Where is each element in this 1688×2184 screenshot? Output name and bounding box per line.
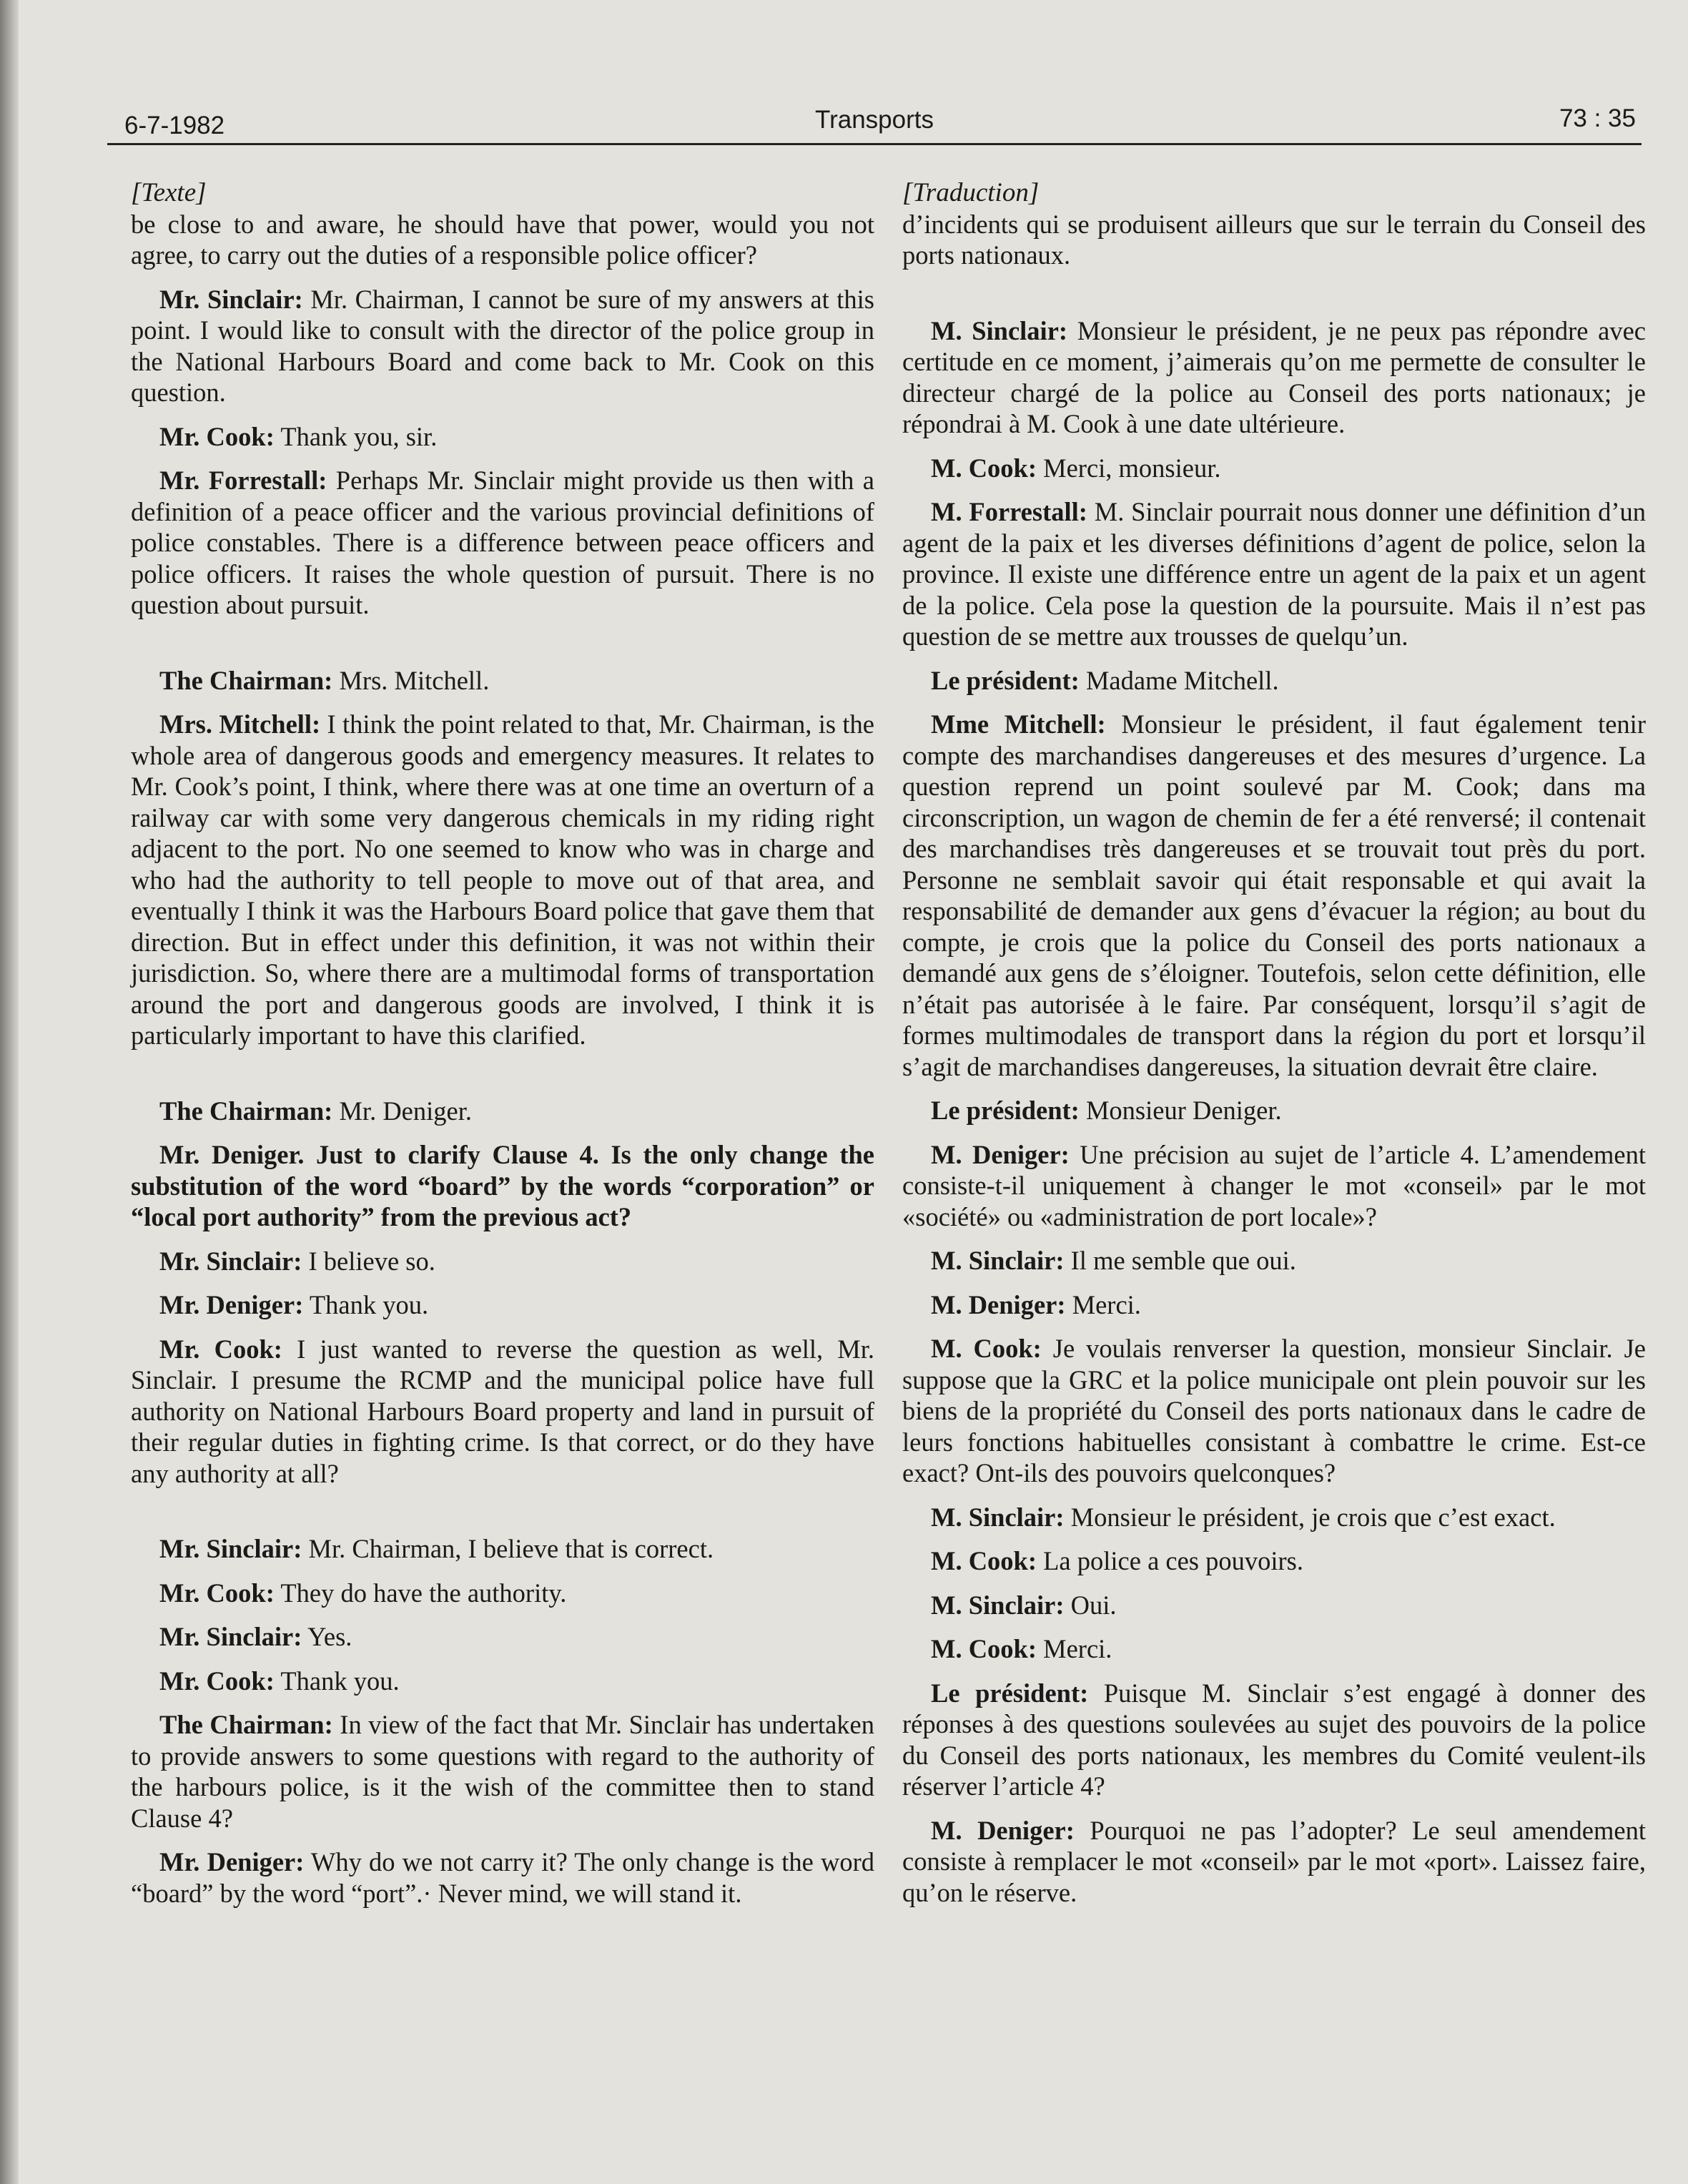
- paragraph: [902, 1289, 1646, 1321]
- header-page-number: 73 : 35: [1559, 104, 1636, 132]
- speaker: Mr. Cook:: [159, 1666, 275, 1696]
- speaker: Mr. Sinclair:: [159, 1622, 302, 1651]
- speaker: M. Sinclair:: [931, 1502, 1065, 1532]
- speech-text: Mr. Chairman, I cannot be sure of my answers at this point. I would like to consult with the director of the police group in the National Harbours Board and come back to Mr. Cook on this question.: [131, 284, 874, 407]
- paragraph: [131, 1289, 874, 1321]
- paragraph: [902, 709, 1646, 1082]
- speaker: Mr. Deniger:: [159, 1847, 305, 1876]
- speech-text: be close to and aware, he should have that power, would you not agree, to carry out the duties of a responsible police officer?: [131, 209, 874, 270]
- paragraph: [131, 1578, 874, 1609]
- paragraph: [902, 496, 1646, 652]
- speaker: Mr. Cook:: [159, 421, 275, 451]
- speaker: Le président:: [931, 1096, 1080, 1125]
- speaker: Mme Mitchell:: [931, 709, 1106, 739]
- paragraph: [902, 453, 1646, 484]
- speech-text: Thank you.: [274, 1666, 400, 1696]
- paragraph: [131, 465, 874, 621]
- speech-text: Merci, monsieur.: [1037, 453, 1221, 483]
- paragraph: [902, 1245, 1646, 1277]
- speech-text: Monsieur le président, je ne peux pas répondre avec certitude en ce moment, j’aimerais qu’on me permette de consulter le directeur chargé de la police au Conseil des ports nationaux; je répondrai à M. Cook à une date ultérieure.: [902, 315, 1647, 438]
- speech-text: Mr. Deniger.: [332, 1096, 472, 1126]
- speech-text: Il me semble que oui.: [1064, 1246, 1296, 1275]
- book-binding-shadow: [0, 0, 19, 2184]
- speaker: M. Cook:: [931, 453, 1037, 483]
- speech-text: Oui.: [1064, 1590, 1117, 1620]
- speech-text: I believe so.: [302, 1246, 435, 1276]
- speaker: Mr. Deniger:: [159, 1290, 304, 1319]
- speaker: M. Deniger:: [931, 1815, 1075, 1845]
- paragraph: [902, 1590, 1646, 1621]
- speaker: The Chairman:: [159, 665, 333, 695]
- paragraph: [902, 1633, 1646, 1665]
- speaker: Mr. Forrestall:: [159, 466, 327, 495]
- speaker: Le président:: [931, 665, 1080, 695]
- speaker: M. Cook:: [931, 1334, 1042, 1363]
- paragraph: [131, 709, 874, 1051]
- paragraph: [902, 1095, 1646, 1126]
- speech-text: M. Sinclair pourrait nous donner une définition d’un agent de la paix et les diverses définitions d’agent de police, selon la province. Il existe une différence entre un agent de la paix et un agent de la police. Cela pose la question de la poursuite. Mais il n’est pas question de se mettre aux trousses de quelqu’un.: [902, 497, 1647, 651]
- speech-text: Je voulais renverser la question, monsieur Sinclair. Je suppose que la GRC et la police municipale ont plein pouvoir sur les biens de la propriété du Conseil des ports nationaux dans le cadre de leurs fonctions habituelles consistant à combattre le crime. Est-ce exact? Ont-ils des pouvoirs quelconques?: [902, 1334, 1647, 1487]
- paragraph: [131, 1846, 874, 1909]
- speech-text: Why do we not carry it? The only change is the word “board” by the word “port”.· Never mind, we will stand it.: [131, 1847, 874, 1908]
- speech-text: d’incidents qui se produisent ailleurs que sur le terrain du Conseil des ports nationaux.: [902, 209, 1646, 270]
- speech-text: Yes.: [302, 1622, 352, 1651]
- paragraph: [131, 1246, 874, 1277]
- speech-text: They do have the authority.: [274, 1578, 567, 1608]
- speaker: The Chairman:: [159, 1096, 333, 1126]
- speech-text: Just to clarify Clause 4. Is the only change the substitution of the word “board” by the words “corporation” or “local port authority” from the previous act?: [131, 1140, 875, 1231]
- speech-text: Thank you, sir.: [274, 421, 438, 451]
- paragraph: [131, 209, 874, 271]
- paragraph: [131, 284, 874, 408]
- speech-text: Mrs. Mitchell.: [332, 665, 490, 695]
- paragraph: [902, 1545, 1646, 1577]
- speaker: M. Sinclair:: [931, 1246, 1065, 1275]
- speech-text: Monsieur le président, je crois que c’est exact.: [1064, 1502, 1556, 1532]
- running-header: [107, 100, 1642, 145]
- paragraph: [902, 1139, 1646, 1233]
- paragraph: [902, 1678, 1646, 1802]
- paragraph: [902, 665, 1646, 697]
- paragraph: [131, 1709, 874, 1834]
- speech-text: Monsieur le président, il faut également tenir compte des marchandises dangereuses et des mesures d’urgence. La question reprend un point soulevé par M. Cook; dans ma circonscription, un wagon de chemin de fer a été renversé; il contenait des marchandises très dangereuses et se trouvait tout près du port. Personne ne semblait savoir qui était responsable et qui avait la responsabilité de demander aux gens d’évacuer la région; au bout du compte, je crois que la police du Conseil des ports nationaux a demandé aux gens de s’éloigner. Toutefois, selon cette définition, elle n’était pas autorisée à le faire. Par conséquent, lorsqu’il s’agit de formes multimodales de transport dans la région du port et lorsqu’il s’agit de marchandises dangereuses, la situation devrait être claire.: [902, 709, 1646, 1081]
- speech-text: Merci.: [1065, 1289, 1141, 1319]
- speech-text: Thank you.: [303, 1290, 429, 1319]
- header-title: Transports: [815, 106, 934, 134]
- speech-text: I just wanted to reverse the question as well, Mr. Sinclair. I presume the RCMP and the municipal police have full authority on National Harbours Board property and land in pursuit of their regular duties in fighting crime. Is that correct, or do they have any authority at all?: [131, 1334, 874, 1488]
- french-column: [902, 172, 1646, 1921]
- speaker: Mr. Deniger.: [159, 1140, 305, 1169]
- speech-text: Une précision au sujet de l’article 4. L’amendement consiste-t-il uniquement à changer le mot «conseil» par le mot «société» ou «administration de port locale»?: [902, 1139, 1646, 1231]
- speaker: M. Forrestall:: [931, 497, 1087, 526]
- speaker: M. Cook:: [931, 1546, 1037, 1575]
- speech-text: Merci.: [1037, 1634, 1112, 1663]
- speaker: Mr. Sinclair:: [159, 284, 303, 314]
- paragraph: [131, 665, 874, 697]
- paragraph: [902, 1333, 1646, 1489]
- speaker: Mr. Cook:: [159, 1578, 275, 1608]
- speech-text: Madame Mitchell.: [1079, 665, 1279, 695]
- speaker: M. Cook:: [931, 1634, 1037, 1663]
- speaker: Mr. Sinclair:: [159, 1246, 302, 1276]
- header-date: 6-7-1982: [124, 112, 225, 139]
- speaker: M. Sinclair:: [931, 1590, 1065, 1620]
- paragraph: [131, 1139, 874, 1233]
- speaker: The Chairman:: [159, 1710, 333, 1739]
- speaker: Mrs. Mitchell:: [159, 709, 321, 739]
- paragraph: [902, 1502, 1646, 1533]
- speaker: M. Deniger:: [931, 1139, 1070, 1169]
- paragraph: [131, 1334, 874, 1490]
- paragraph: [902, 1815, 1646, 1909]
- speech-text: Perhaps Mr. Sinclair might provide us then with a definition of a peace officer and the various provincial definitions of police constables. There is a difference between peace officers and police officers. It raises the whole question of pursuit. There is no question about pursuit.: [131, 466, 874, 619]
- column-tag: [Texte]: [131, 178, 207, 207]
- paragraph: [131, 1666, 874, 1697]
- paragraph: [131, 1096, 874, 1127]
- speech-text: Monsieur Deniger.: [1079, 1096, 1282, 1125]
- paragraph: [131, 1621, 874, 1653]
- speech-text: La police a ces pouvoirs.: [1037, 1546, 1303, 1575]
- speech-text: I think the point related to that, Mr. Chairman, is the whole area of dangerous goods and emergency measures. It relates to Mr. Cook’s point, I think, where there was at one time an overturn of a railway car with some very dangerous chemicals in my riding right adjacent to the port. No one seemed to know who was in charge and who had the authority to tell people to move out of that area, and eventually I think it was the Harbours Board police that gave them that direction. But in effect under this definition, it was not within their jurisdiction. So, where there are a multimodal forms of transportation around the port and dangerous goods are involved, I think it is particularly important to have this clarified.: [131, 709, 874, 1050]
- speech-text: Mr. Chairman, I believe that is correct.: [302, 1534, 714, 1563]
- english-column: [131, 172, 874, 1922]
- speaker: M. Sinclair:: [931, 315, 1068, 345]
- speaker: Le président:: [931, 1678, 1089, 1708]
- column-tag: [Traduction]: [902, 178, 1040, 207]
- speech-text: Puisque M. Sinclair s’est engagé à donner des réponses à des questions soulevées au sujet des pouvoirs de la police du Conseil des ports nationaux, les membres du Comité veulent-ils réserver l’article 4?: [902, 1678, 1647, 1801]
- speaker: Mr. Sinclair:: [159, 1534, 302, 1563]
- paragraph: [131, 1533, 874, 1565]
- paragraph: [902, 315, 1646, 440]
- paragraph: [902, 209, 1646, 271]
- speech-text: Pourquoi ne pas l’adopter? Le seul amendement consiste à remplacer le mot «conseil» par le mot «port». Laissez faire, qu’on le réserve.: [902, 1815, 1646, 1907]
- paragraph: [131, 421, 874, 453]
- speaker: Mr. Cook:: [159, 1334, 282, 1364]
- speech-text: In view of the fact that Mr. Sinclair has undertaken to provide answers to some questions with regard to the authority of the harbours police, is it the wish of the committee then to stand Clause 4?: [131, 1710, 874, 1833]
- speaker: M. Deniger:: [931, 1289, 1066, 1319]
